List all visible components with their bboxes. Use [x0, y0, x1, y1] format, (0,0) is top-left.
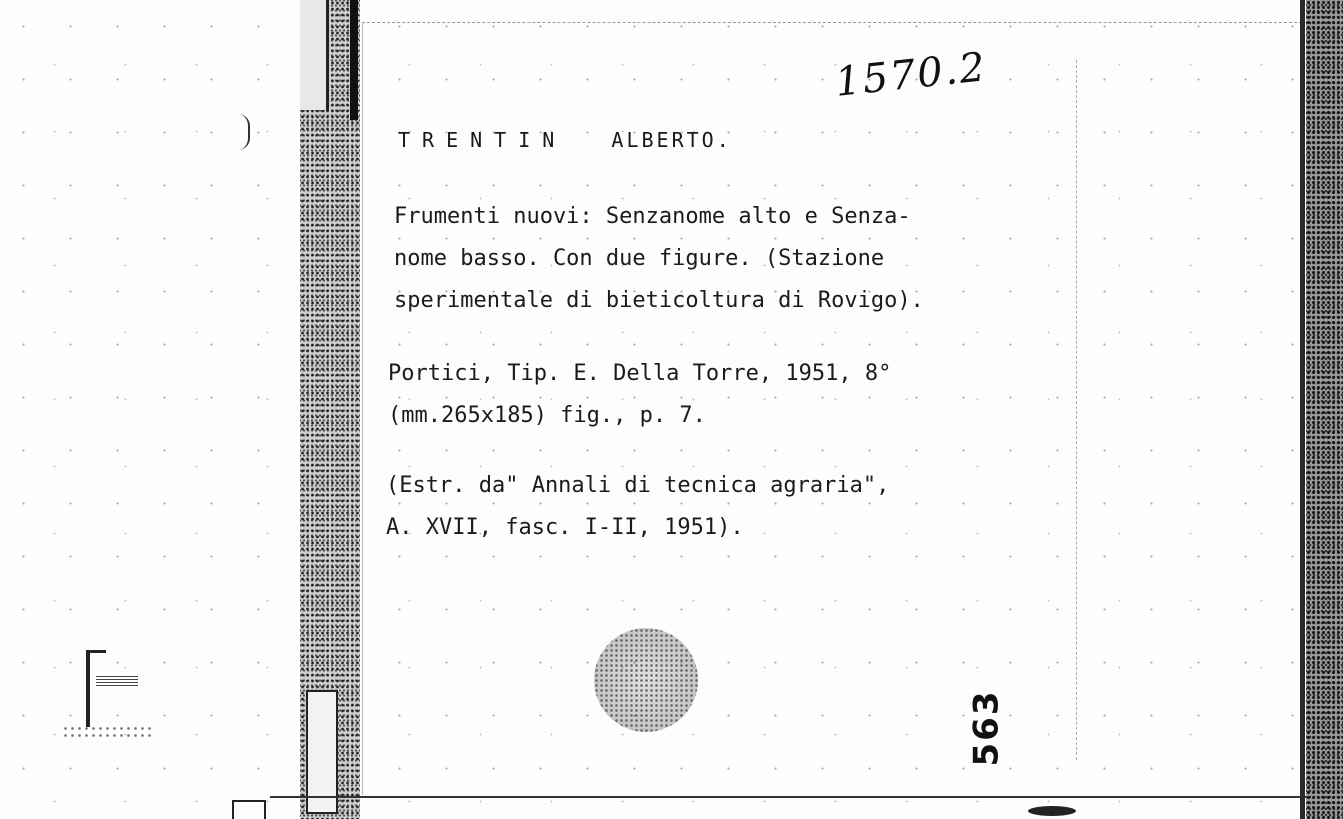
note-line: A. XVII, fasc. I-II, 1951). — [386, 515, 744, 540]
imprint-line: Portici, Tip. E. Della Torre, 1951, 8° — [388, 361, 892, 386]
note-line: (Estr. da" Annali di tecnica agraria", — [386, 473, 890, 498]
card-bottom-edge — [270, 796, 1310, 798]
title-line: Frumenti nuovi: Senzanome alto e Senza- — [394, 204, 911, 229]
title-paragraph — [394, 196, 924, 322]
title-line: sperimentale di bieticoltura di Rovigo). — [394, 288, 924, 313]
left-tab-mark — [86, 650, 106, 727]
spine-dark-edge — [350, 0, 358, 120]
author-heading — [398, 128, 732, 152]
card-right-fold-line — [1076, 60, 1077, 760]
stamped-number: 563 — [966, 689, 1007, 767]
margin-mark — [238, 114, 250, 150]
library-stamp — [594, 628, 698, 732]
imprint-paragraph — [388, 353, 891, 437]
bottom-edge-mark — [232, 800, 266, 819]
handwritten-shelfmark: 1570.2 — [833, 44, 989, 106]
spine-top-edge — [300, 0, 329, 110]
bottom-ink-blot — [1028, 806, 1076, 816]
title-line: nome basso. Con due figure. (Stazione — [394, 246, 885, 271]
author-surname: TRENTIN — [398, 128, 567, 152]
left-dot-marks — [62, 725, 152, 739]
right-border-line — [1300, 0, 1305, 819]
note-paragraph — [386, 465, 889, 549]
author-given-name: ALBERTO. — [611, 128, 732, 152]
right-scan-border — [1306, 0, 1343, 819]
left-background-sheet — [0, 0, 300, 819]
left-tab-lines — [96, 676, 138, 686]
imprint-line: (mm.265x185) fig., p. 7. — [388, 403, 706, 428]
